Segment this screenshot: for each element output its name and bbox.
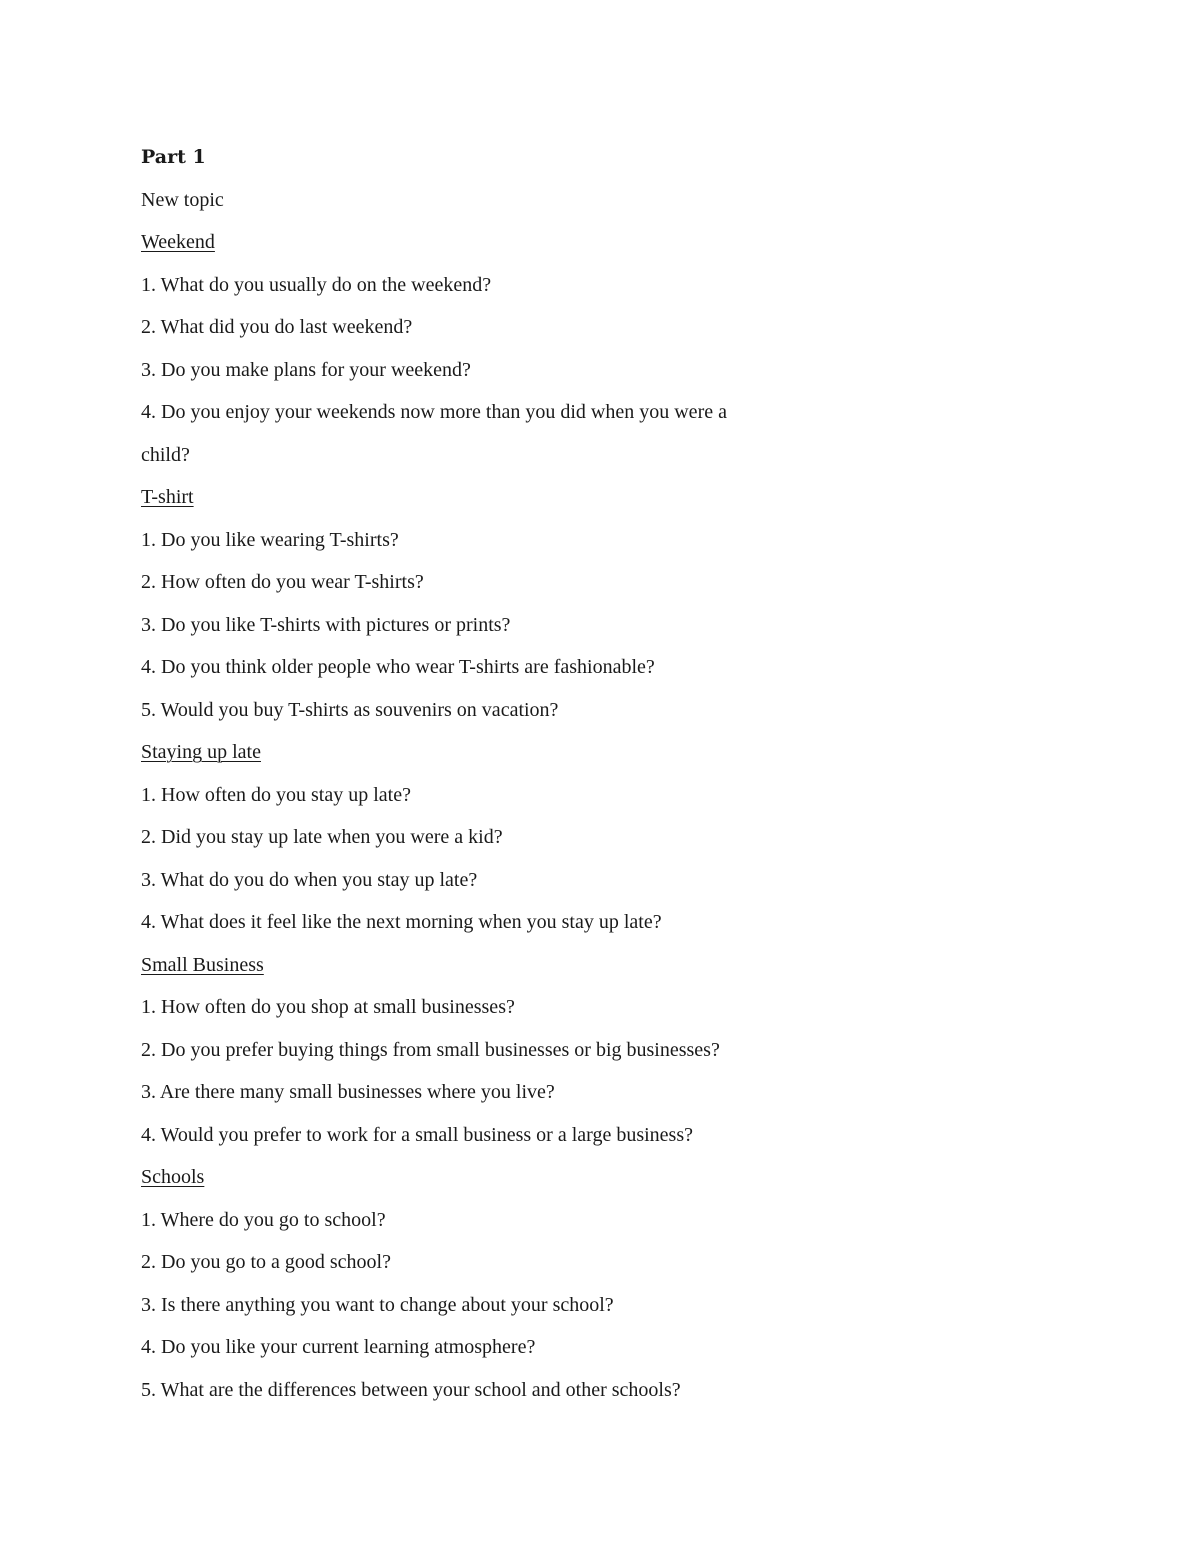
- section-weekend: [141, 221, 1041, 476]
- document-page: [141, 136, 1041, 1411]
- question-item: 3. Is there anything you want to change about your school?: [141, 1293, 614, 1316]
- topic-heading: T-shirt: [141, 486, 194, 508]
- question-item: 5. What are the differences between your school and other schools?: [141, 1378, 681, 1401]
- question-item: 3. Do you like T-shirts with pictures or prints?: [141, 613, 511, 636]
- topic-heading: Staying up late: [141, 741, 261, 763]
- page-title: Part 1: [141, 146, 206, 168]
- section-small-business: [141, 944, 1041, 1157]
- question-item: 4. Do you enjoy your weekends now more than you did when you were a: [141, 401, 727, 423]
- topic-heading: Schools: [141, 1166, 205, 1188]
- question-item: 4. Do you think older people who wear T-shirts are fashionable?: [141, 656, 655, 678]
- question-item: 4. What does it feel like the next morning when you stay up late?: [141, 911, 662, 933]
- question-item: 1. How often do you shop at small businesses?: [141, 996, 515, 1018]
- question-item: 1. What do you usually do on the weekend?: [141, 273, 492, 296]
- question-item: 4. Do you like your current learning atmosphere?: [141, 1336, 536, 1358]
- section-t-shirt: [141, 476, 1041, 731]
- question-item: 3. Do you make plans for your weekend?: [141, 358, 471, 381]
- question-item: 5. Would you buy T-shirts as souvenirs on vacation?: [141, 698, 559, 721]
- section-schools: [141, 1156, 1041, 1411]
- page-subtitle: New topic: [141, 188, 224, 211]
- question-item: 3. Are there many small businesses where you live?: [141, 1081, 555, 1103]
- question-item: 4. Would you prefer to work for a small business or a large business?: [141, 1123, 693, 1146]
- question-item: 2. How often do you wear T-shirts?: [141, 571, 424, 593]
- question-item: 1. How often do you stay up late?: [141, 783, 411, 806]
- topic-heading: Small Business: [141, 953, 264, 976]
- question-item: 2. Do you go to a good school?: [141, 1251, 391, 1273]
- topic-heading: Weekend: [141, 231, 215, 253]
- question-item: 2. What did you do last weekend?: [141, 316, 413, 338]
- question-item: 2. Did you stay up late when you were a kid?: [141, 826, 503, 848]
- question-item: 3. What do you do when you stay up late?: [141, 868, 478, 891]
- question-item-continuation: child?: [141, 443, 190, 466]
- section-staying-up-late: [141, 731, 1041, 944]
- question-item: 2. Do you prefer buying things from small businesses or big businesses?: [141, 1038, 720, 1061]
- question-item: 1. Where do you go to school?: [141, 1208, 386, 1231]
- question-item: 1. Do you like wearing T-shirts?: [141, 528, 399, 551]
